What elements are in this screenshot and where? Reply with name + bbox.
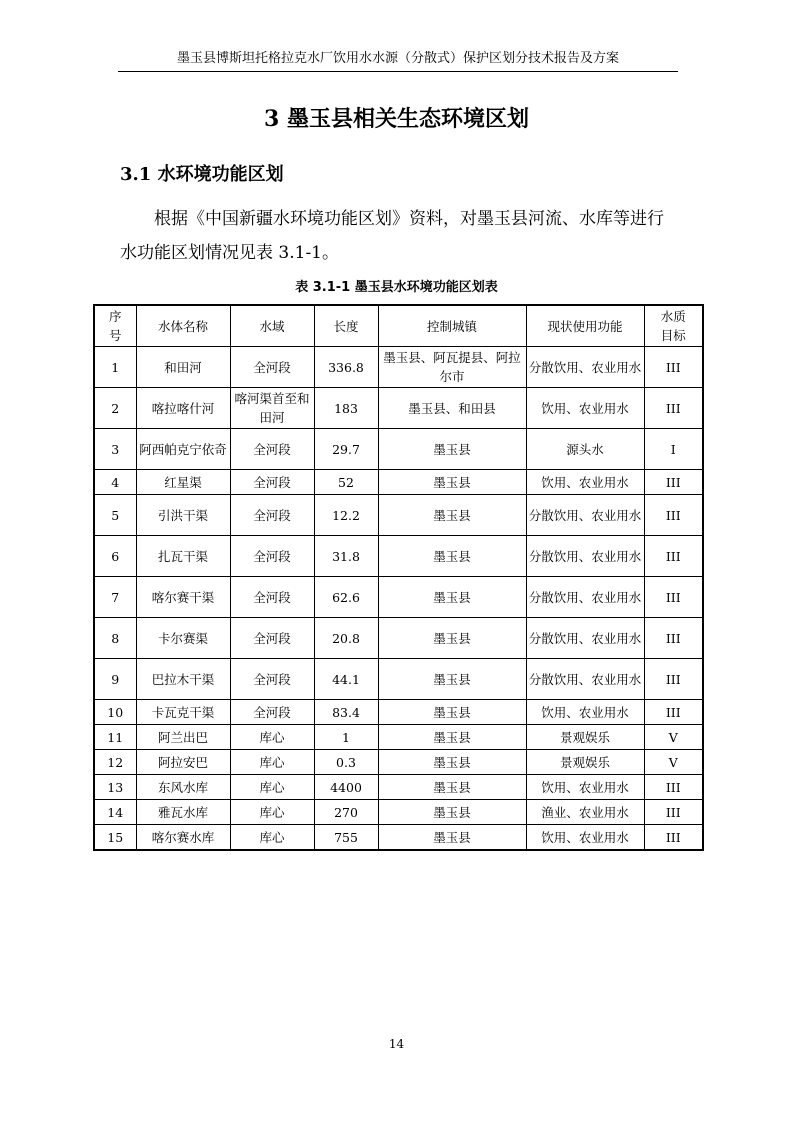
table-row <box>94 800 703 825</box>
cell-water-area: 全河段 <box>230 429 314 470</box>
col-header-current-use: 现状使用功能 <box>526 305 644 347</box>
cell-water-body: 红星渠 <box>136 470 230 495</box>
cell-current-use: 饮用、农业用水 <box>526 825 644 851</box>
water-function-table <box>93 304 704 851</box>
cell-control-town: 墨玉县 <box>378 495 526 536</box>
cell-water-body: 卡瓦克干渠 <box>136 700 230 725</box>
cell-index: 11 <box>94 725 136 750</box>
table-row <box>94 700 703 725</box>
cell-control-town: 墨玉县 <box>378 577 526 618</box>
cell-length: 336.8 <box>314 347 378 388</box>
cell-control-town: 墨玉县 <box>378 700 526 725</box>
cell-control-town: 墨玉县 <box>378 536 526 577</box>
cell-water-body: 喀尔赛水库 <box>136 825 230 851</box>
cell-water-body: 引洪干渠 <box>136 495 230 536</box>
cell-control-town: 墨玉县 <box>378 800 526 825</box>
table-row <box>94 659 703 700</box>
cell-control-town: 墨玉县 <box>378 618 526 659</box>
cell-water-area: 库心 <box>230 800 314 825</box>
cell-index: 15 <box>94 825 136 851</box>
cell-water-body: 和田河 <box>136 347 230 388</box>
cell-current-use: 景观娱乐 <box>526 725 644 750</box>
cell-length: 44.1 <box>314 659 378 700</box>
cell-water-area: 全河段 <box>230 536 314 577</box>
cell-control-town: 墨玉县 <box>378 725 526 750</box>
body-paragraph: 根据《中国新疆水环境功能区划》资料，对墨玉县河流、水库等进行水功能区划情况见表 3.1-1。 <box>120 209 664 263</box>
cell-quality-target: III <box>644 618 703 659</box>
cell-water-area: 全河段 <box>230 659 314 700</box>
cell-quality-target: III <box>644 700 703 725</box>
cell-water-area: 库心 <box>230 775 314 800</box>
cell-length: 183 <box>314 388 378 429</box>
cell-quality-target: III <box>644 536 703 577</box>
table-header-row <box>94 305 703 347</box>
table-row <box>94 577 703 618</box>
cell-current-use: 分散饮用、农业用水 <box>526 577 644 618</box>
table-row <box>94 495 703 536</box>
cell-current-use: 分散饮用、农业用水 <box>526 659 644 700</box>
cell-index: 6 <box>94 536 136 577</box>
cell-index: 5 <box>94 495 136 536</box>
cell-length: 52 <box>314 470 378 495</box>
cell-current-use: 饮用、农业用水 <box>526 470 644 495</box>
table-row <box>94 429 703 470</box>
cell-water-area: 全河段 <box>230 470 314 495</box>
table-caption: 表 3.1-1 墨玉县水环境功能区划表 <box>295 280 498 295</box>
cell-control-town: 墨玉县、和田县 <box>378 388 526 429</box>
section-title: 3.1 水环境功能区划 <box>120 164 284 185</box>
table-row <box>94 536 703 577</box>
cell-water-body: 巴拉木干渠 <box>136 659 230 700</box>
col-header-length: 长度 <box>314 305 378 347</box>
cell-water-area: 喀河渠首至和田河 <box>230 388 314 429</box>
cell-control-town: 墨玉县 <box>378 750 526 775</box>
cell-length: 29.7 <box>314 429 378 470</box>
cell-water-area: 全河段 <box>230 618 314 659</box>
cell-quality-target: III <box>644 800 703 825</box>
cell-water-body: 雅瓦水库 <box>136 800 230 825</box>
cell-quality-target: V <box>644 725 703 750</box>
cell-current-use: 渔业、农业用水 <box>526 800 644 825</box>
cell-quality-target: III <box>644 659 703 700</box>
col-header-control-town: 控制城镇 <box>378 305 526 347</box>
cell-current-use: 源头水 <box>526 429 644 470</box>
cell-current-use: 饮用、农业用水 <box>526 388 644 429</box>
cell-water-area: 库心 <box>230 750 314 775</box>
cell-length: 83.4 <box>314 700 378 725</box>
cell-length: 270 <box>314 800 378 825</box>
cell-current-use: 饮用、农业用水 <box>526 775 644 800</box>
cell-water-body: 卡尔赛渠 <box>136 618 230 659</box>
page-number: 14 <box>388 1037 405 1051</box>
chapter-title: 3 墨玉县相关生态环境区划 <box>264 106 529 132</box>
table-row <box>94 347 703 388</box>
table-body <box>94 347 703 851</box>
cell-index: 8 <box>94 618 136 659</box>
cell-water-body: 喀拉喀什河 <box>136 388 230 429</box>
cell-current-use: 分散饮用、农业用水 <box>526 618 644 659</box>
cell-current-use: 景观娱乐 <box>526 750 644 775</box>
cell-water-body: 喀尔赛干渠 <box>136 577 230 618</box>
cell-current-use: 饮用、农业用水 <box>526 700 644 725</box>
cell-index: 14 <box>94 800 136 825</box>
cell-length: 4400 <box>314 775 378 800</box>
col-header-water-area: 水域 <box>230 305 314 347</box>
cell-quality-target: III <box>644 775 703 800</box>
cell-control-town: 墨玉县 <box>378 470 526 495</box>
cell-control-town: 墨玉县 <box>378 825 526 851</box>
cell-control-town: 墨玉县、阿瓦提县、阿拉尔市 <box>378 347 526 388</box>
cell-quality-target: III <box>644 388 703 429</box>
cell-water-area: 库心 <box>230 825 314 851</box>
cell-index: 3 <box>94 429 136 470</box>
cell-length: 31.8 <box>314 536 378 577</box>
cell-index: 9 <box>94 659 136 700</box>
cell-length: 20.8 <box>314 618 378 659</box>
cell-length: 1 <box>314 725 378 750</box>
cell-index: 2 <box>94 388 136 429</box>
cell-current-use: 分散饮用、农业用水 <box>526 536 644 577</box>
cell-control-town: 墨玉县 <box>378 659 526 700</box>
table-row <box>94 825 703 851</box>
cell-water-area: 库心 <box>230 725 314 750</box>
cell-current-use: 分散饮用、农业用水 <box>526 495 644 536</box>
cell-quality-target: III <box>644 470 703 495</box>
col-header-index: 序号 <box>94 305 136 347</box>
cell-index: 1 <box>94 347 136 388</box>
table-row <box>94 388 703 429</box>
col-header-quality-target: 水质目标 <box>644 305 703 347</box>
cell-quality-target: III <box>644 347 703 388</box>
cell-control-town: 墨玉县 <box>378 775 526 800</box>
cell-quality-target: III <box>644 825 703 851</box>
cell-quality-target: III <box>644 577 703 618</box>
cell-index: 10 <box>94 700 136 725</box>
table-row <box>94 618 703 659</box>
col-header-water-body: 水体名称 <box>136 305 230 347</box>
cell-water-area: 全河段 <box>230 347 314 388</box>
cell-water-area: 全河段 <box>230 700 314 725</box>
cell-length: 755 <box>314 825 378 851</box>
table-row <box>94 470 703 495</box>
cell-index: 7 <box>94 577 136 618</box>
cell-length: 62.6 <box>314 577 378 618</box>
cell-water-body: 扎瓦干渠 <box>136 536 230 577</box>
cell-quality-target: I <box>644 429 703 470</box>
cell-water-body: 阿拉安巴 <box>136 750 230 775</box>
cell-water-body: 阿兰出巴 <box>136 725 230 750</box>
cell-length: 0.3 <box>314 750 378 775</box>
page-header: 墨玉县博斯坦托格拉克水厂饮用水水源（分散式）保护区划分技术报告及方案 <box>118 50 678 72</box>
table-row <box>94 775 703 800</box>
cell-water-area: 全河段 <box>230 577 314 618</box>
table-row <box>94 725 703 750</box>
cell-water-body: 东风水库 <box>136 775 230 800</box>
cell-index: 13 <box>94 775 136 800</box>
cell-water-area: 全河段 <box>230 495 314 536</box>
cell-current-use: 分散饮用、农业用水 <box>526 347 644 388</box>
table-row <box>94 750 703 775</box>
cell-index: 4 <box>94 470 136 495</box>
cell-control-town: 墨玉县 <box>378 429 526 470</box>
cell-quality-target: V <box>644 750 703 775</box>
cell-index: 12 <box>94 750 136 775</box>
cell-length: 12.2 <box>314 495 378 536</box>
cell-quality-target: III <box>644 495 703 536</box>
cell-water-body: 阿西帕克宁依奇 <box>136 429 230 470</box>
